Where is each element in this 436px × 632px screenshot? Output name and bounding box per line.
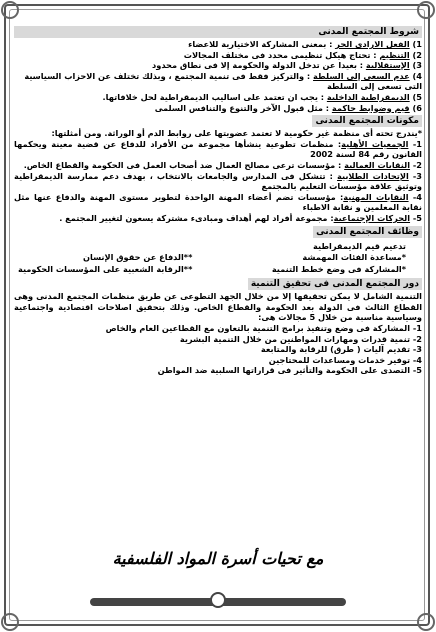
item-number: 5-	[412, 212, 422, 223]
item-term: الإستقلالية	[365, 60, 410, 71]
item-number: 2-	[412, 333, 422, 344]
list-item	[14, 92, 422, 103]
item-number: 4-	[412, 354, 422, 365]
item-term: الفعل الارادى الحر	[335, 39, 410, 49]
item-text: : منظمات تطوعية ينشأها مجموعة من الأفراد للدفاع عن قضية معينة ويحكمها القانون رقم 84 لسنة 2002	[14, 138, 422, 160]
item-number: 3)	[412, 60, 422, 71]
item-term: عدم السعى إلى السلطة	[313, 70, 410, 81]
item-number: 4-	[412, 191, 422, 202]
list-item	[14, 60, 422, 71]
flower-ornament-icon	[210, 592, 226, 608]
item-term: قيم وضوابط حاكمة	[331, 102, 410, 113]
item-number: 1-	[412, 138, 422, 149]
development-list	[14, 323, 422, 376]
corner-ornament-bottom-left	[1, 613, 19, 631]
item-text: المشاركة فى وضع وتنفيذ برامج التنمية بالتعاون مع القطاعين العام والخاص	[105, 323, 411, 334]
list-item	[14, 160, 422, 171]
list-item	[14, 213, 422, 224]
item-text: : بمعنى المشاركة الاختيارية للاعضاء	[188, 39, 336, 49]
item-text: : مؤسسات تضم أعضاء المهنة الواحدة لتطوير مستوى المهنة والدفاع عنها مثل نقابة المعلمين و نقابة الاطباء	[14, 191, 422, 213]
corner-ornament-bottom-right	[417, 613, 435, 631]
section-heading-conditions: شروط المجتمع المدنى	[14, 26, 422, 38]
section-intro: *يندرج تحته أى منظمة غير حكومية لا تعتمد عضويتها على روابط الدم أو الوراثة. ومن أمثلتها:	[51, 128, 422, 139]
item-term: الجمعيات الأهلية	[341, 138, 409, 149]
list-item	[14, 171, 422, 192]
item-text: تنمية قدرات ومهارات المواطنين من خلال التنمية البشرية	[179, 333, 411, 344]
item-number: 3-	[412, 344, 422, 355]
list-item	[14, 323, 422, 334]
list-item	[14, 50, 422, 61]
item-number: 4)	[412, 70, 422, 81]
item-term: الحركات الإجتماعية	[333, 212, 411, 223]
list-item	[14, 334, 422, 345]
list-item	[14, 103, 422, 114]
footer-signature-title: مع تحيات أسرة المواد الفلسفية	[112, 549, 324, 568]
section-heading-components: مكونات المجتمع المدنى	[312, 115, 422, 127]
list-item	[14, 365, 422, 376]
item-number: 3-	[412, 170, 422, 181]
item-number: 1)	[412, 39, 422, 49]
item-term: النقابات العمالية	[344, 159, 411, 170]
item-number: 5-	[412, 365, 422, 376]
item-text: توفير خدمات ومساعدات للمحتاجين	[268, 354, 411, 365]
conditions-list	[14, 39, 422, 113]
item-number: 2-	[412, 159, 422, 170]
list-item	[14, 192, 422, 213]
list-item	[14, 39, 422, 50]
list-item	[14, 71, 422, 92]
item-term: الديمقراطية الداخلية	[326, 91, 410, 102]
section-intro: التنمية الشامل لا يمكن تحقيقها إلا من خلال الجهد التطوعى عن طريق منظمات المجتمع المدنى وهى القطاع الثالث فى الدولة بعد الحكومة والقطاع الخاص. وذلك بتحقيق اصلاحات اقتصادية واجتماعية وسياسية مناسبة من خلال 5 مجالات هى:	[14, 291, 422, 323]
item-number: 2)	[412, 49, 422, 60]
item-term: الإتحادات الطلابية	[337, 170, 409, 181]
item-text: : تتشكل فى المدارس والجامعات بالانتخاب ، بهدف دعم ممارسة الديمقراطية وتوثيق علاقة مؤسسات التعليم بالمجتمع	[14, 170, 422, 192]
item-text: : تحتاج هيكل تنظيمى محدد فى مختلف المجالات	[183, 49, 380, 60]
list-item	[14, 139, 422, 160]
item-text: التصدى على الحكومة والتأثير فى قراراتها السلبية ضد المواطن	[157, 365, 411, 376]
function-item: تدعيم قيم الديمقراطية	[313, 240, 406, 251]
item-text: : مؤسسات ترعى مصالح العمال ضد أصحاب العمل فى الحكومة والقطاع الخاص.	[23, 159, 345, 170]
functions-columns	[14, 239, 422, 277]
item-number: 6)	[412, 102, 422, 113]
item-text: : والتركيز فقط فى تنمية المجتمع ، وبذلك تختلف عن الاحزاب السياسية التى تسعى إلى السلطة	[24, 70, 422, 92]
item-text: : مثل قبول الآخر والتنوع والتنافس السلمى	[154, 102, 332, 113]
section-heading-development-role: دور المجتمع المدنى فى تحقيق التنمية	[248, 278, 422, 290]
list-item	[14, 355, 422, 366]
functions-right-column	[272, 240, 406, 276]
function-item	[18, 241, 192, 252]
item-term: التنظيم	[379, 49, 410, 60]
corner-ornament-top-left	[1, 1, 19, 19]
item-text: تقديم آليات ( طرق) للرقابة والمتابعة	[260, 344, 411, 355]
list-item	[14, 344, 422, 355]
section-heading-functions: وظائف المجتمع المدنى	[313, 226, 422, 238]
item-number: 1-	[412, 323, 422, 334]
function-item: **الدفاع عن حقوق الإنسان	[83, 252, 193, 263]
document-body	[14, 24, 422, 376]
corner-ornament-top-right	[417, 1, 435, 19]
functions-left-column	[18, 240, 192, 276]
item-text: : بعيدا عن تدخل الدولة والحكومة إلا فى نطاق محدود	[152, 60, 366, 71]
function-item: **الرقابة الشعبية على المؤسسات الحكومية	[18, 263, 193, 274]
item-number: 5)	[412, 91, 422, 102]
item-term: النقابات المهنية	[343, 191, 409, 202]
function-item: *مساعدة الفئات المهمشة	[302, 252, 406, 263]
function-item: *المشاركة فى وضع خطط التنمية	[271, 263, 406, 274]
bottom-decorative-bar	[90, 598, 346, 606]
item-text: : مجموعة أفراد لهم أهداف ومبادىء مشتركة يسعون لتغيير المجتمع .	[59, 212, 334, 223]
components-list	[14, 139, 422, 224]
item-text: : يجب ان تعتمد على اساليب الديمقراطية لحل خلافاتها.	[102, 91, 327, 102]
